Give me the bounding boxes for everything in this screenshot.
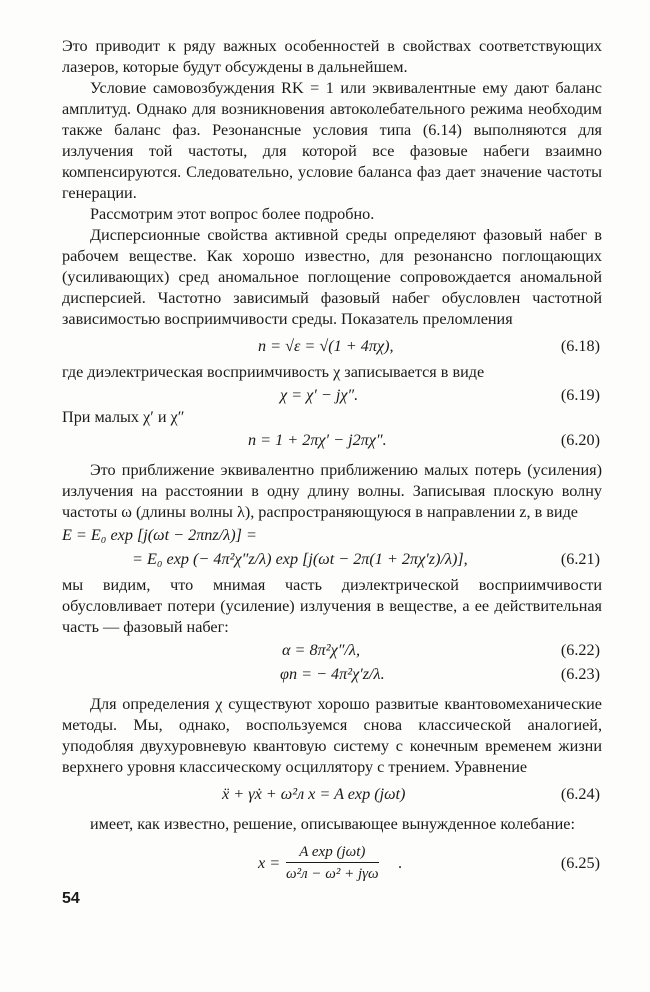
fraction-denominator: ω²л − ω² + jγω — [286, 866, 379, 882]
paragraph-1: Это приводит к ряду важных особенностей в свойствах соответствующих лазеров, которые будут обсуждены в дальнейшем. — [62, 37, 602, 76]
paragraph-6: При малых χ′ и χ″ — [62, 408, 185, 426]
equation-number: (6.21) — [560, 550, 600, 568]
equation-6-25 — [62, 843, 602, 889]
equation-fraction — [286, 843, 379, 883]
page-body — [62, 36, 602, 889]
paragraph-9: Для определения χ существуют хорошо развитые квантовомеханические методы. Мы, однако, воспользуемся снова классической аналогией, уподобляя двухуровневую квантовую систему с конечным временем жизни верхнего уровня классическому осциллятору с трением. Уравнение — [62, 695, 602, 776]
equation-number: (6.20) — [560, 431, 600, 449]
equation-formula: χ = χ′ − jχ″. — [280, 386, 359, 404]
equation-formula: n = 1 + 2πχ′ − j2πχ″. — [248, 431, 387, 449]
equation-6-18 — [62, 334, 602, 358]
paragraph-2: Условие самовозбуждения RK = 1 или эквивалентные ему дают баланс амплитуд. Однако для возникновения автоколебательного режима необходим также баланс фаз. Резонансные условия типа (6.14) выполняются для излучения той частоты, для которой все фазовые набеги взаимно компенсируются. Следовательно, условие баланса фаз дает значение частоты генерации. — [62, 79, 602, 202]
equation-formula: n = √ε = √(1 + 4πχ), — [258, 337, 394, 355]
equation-formula: E = E₀ exp [j(ωt − 2πnz/λ)] = — [62, 526, 257, 544]
equation-formula: = E₀ exp (− 4π²χ″z/λ) exp [j(ωt − 2π(1 + 2πχ′z)/λ)], — [132, 550, 468, 568]
paragraph-10: имеет, как известно, решение, описывающее вынужденное колебание: — [90, 815, 575, 833]
equation-formula: α = 8π²χ″/λ, — [282, 641, 360, 659]
paragraph-3: Рассмотрим этот вопрос более подробно. — [90, 205, 375, 223]
equation-number: (6.19) — [560, 386, 600, 404]
equation-6-22 — [62, 638, 602, 662]
equation-6-24 — [62, 782, 602, 806]
equation-formula: ẍ + γẋ + ω²л x = A exp (jωt) — [222, 785, 406, 803]
paragraph-8: мы видим, что мнимая часть диэлектрической восприимчивости обусловливает потери (усиление) излучения в веществе, а ее действительная часть — фазовый набег: — [62, 576, 602, 636]
equation-formula: φп = − 4π²χ′z/λ. — [280, 665, 385, 683]
paragraph-4: Дисперсионные свойства активной среды определяют фазовый набег в рабочем веществе. Как хорошо известно, для резонансно поглощающих (усиливающих) сред аномальное поглощение сопровождается аномальной дисперсией. Частотно зависимый фазовый набег обусловлен частотной зависимостью восприимчивости среды. Показатель преломления — [62, 226, 602, 328]
equation-number: (6.18) — [560, 337, 600, 355]
equation-number: (6.23) — [560, 665, 600, 683]
equation-tail: . — [398, 854, 403, 872]
equation-6-21-line-1 — [62, 523, 602, 547]
equation-6-20 — [62, 428, 602, 452]
paragraph-7: Это приближение эквивалентно приближению малых потерь (усиления) излучения на расстоянии в одну длину волны. Записывая плоскую волну частоты ω (длины волны λ), распространяющуюся в направлении z, в виде — [62, 461, 602, 521]
equation-number: (6.25) — [560, 854, 600, 872]
equation-6-19 — [62, 383, 602, 407]
equation-6-21-line-2 — [62, 547, 602, 571]
equation-number: (6.22) — [560, 641, 600, 659]
equation-number: (6.24) — [560, 785, 600, 803]
paragraph-5: где диэлектрическая восприимчивость χ записывается в виде — [62, 363, 485, 381]
fraction-numerator: A exp (jωt) — [286, 843, 379, 863]
page-number: 54 — [62, 890, 80, 907]
equation-lhs: x = — [258, 854, 281, 872]
equation-6-23 — [62, 662, 602, 686]
